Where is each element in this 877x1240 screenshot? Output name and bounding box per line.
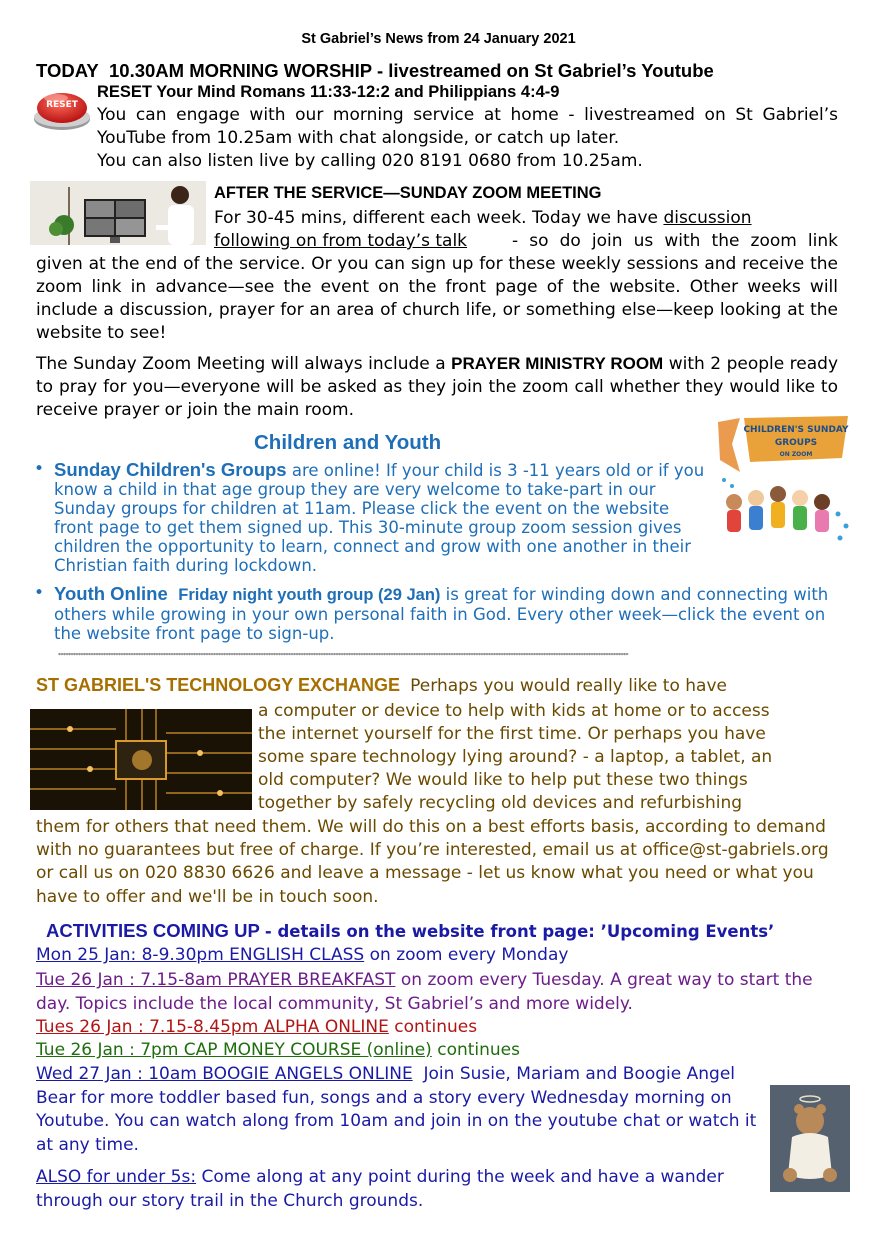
cap-money-text: continues	[437, 1040, 520, 1060]
under-5s-text: Come along at any point during the week and have a wander through our story trail in the Church grounds.	[36, 1167, 724, 1211]
groups-text: are online! If your child is 3 -11 years old or if you know a child in that age group they are very welcome to take-part in our Sunday groups for children at 11am. Please click the event on the website front page to get them signed up. This 30-minute group zoom session gives children the opportunity to learn, connect and grow with one another in their Christian faith during lockdown.	[54, 461, 705, 575]
zoom-intro-text: For 30-45 mins, different each week. Today we have	[214, 208, 659, 228]
zoom-intro	[214, 207, 838, 230]
english-class-date: Mon 25 Jan: 8-9.30pm ENGLISH CLASS	[36, 945, 365, 965]
alpha-online-date: Tues 26 Jan : 7.15-8.45pm ALPHA ONLINE	[36, 1017, 389, 1037]
sunday-childrens-groups-item	[54, 460, 706, 575]
prayer-breakfast-date: Tue 26 Jan : 7.15-8am PRAYER BREAKFAST	[36, 970, 396, 990]
newsletter-title: St Gabriel’s News from 24 January 2021	[301, 31, 576, 47]
youth-title: Youth Online	[54, 583, 168, 604]
activities-heading-row	[46, 920, 774, 942]
cap-money-date: Tue 26 Jan : 7pm CAP MONEY COURSE (online)	[36, 1040, 432, 1060]
children-youth-heading: Children and Youth	[254, 431, 442, 454]
youth-text: is great for winding down and connecting with others while growing in your own personal faith in God. Every other week—click the event on the website front page to sign-up.	[54, 585, 829, 643]
prayer-ministry-room: PRAYER MINISTRY ROOM	[451, 354, 664, 373]
boogie-angels-item	[36, 1063, 758, 1157]
logo-line-2: GROUPS	[774, 438, 818, 448]
prayer-ministry-text	[36, 352, 838, 422]
tech-description: them for others that need them. We will do this on a best efforts basis, according to demand with no guarantees but free of charge. If you’re interested, email us at office@st-gabriels.org or call us on 020 8830 6626 and leave a message - let us know what you need or what you have to offer and we'll be in touch soon.	[36, 817, 829, 907]
service-description: You can engage with our morning service at home - livestreamed on St Gabriel’s YouTube from 10.25am with chat alongside, or catch up later.	[97, 105, 838, 148]
phone-info: You can also listen live by calling 020 8191 0680 from 10.25am.	[97, 151, 643, 171]
circuit-board-photo	[30, 709, 252, 810]
under-5s-item	[36, 1166, 776, 1213]
alpha-online-item	[36, 1017, 477, 1037]
tech-line-2: the internet yourself for the first time. Or perhaps you have	[258, 724, 766, 744]
zoom-meeting-title: AFTER THE SERVICE—SUNDAY ZOOM MEETING	[214, 184, 602, 202]
cap-money-item	[36, 1040, 520, 1060]
activities-subtitle: - details on the website front page: ’Upcoming Events’	[264, 922, 775, 941]
tech-exchange-first-line	[36, 675, 727, 696]
youth-bold: Friday night youth group (29 Jan)	[178, 586, 441, 604]
english-class-text: on zoom every Monday	[369, 945, 569, 965]
service-headline: 10.30AM MORNING WORSHIP - livestreamed on St Gabriel’s Youtube	[109, 60, 714, 81]
discussion-link: discussion	[663, 208, 752, 228]
boogie-angels-date: Wed 27 Jan : 10am BOOGIE ANGELS ONLINE	[36, 1064, 413, 1084]
reset-button-text: RESET	[46, 100, 78, 110]
zoom-description: - so do join us with the zoom link given at the end of the service. Or you can sign up for these weekly sessions and receive the zoom link in advance—see the event on the front page of the website. Other weeks will include a discussion, prayer for an area of church life, or something else—keep looking at the website to see!	[36, 231, 838, 343]
prayer-rest: with 2 people ready to pray for you—everyone will be asked as they join the zoom call whether they would like to receive prayer or join the main room.	[36, 354, 839, 420]
teddy-bear-photo	[770, 1085, 850, 1192]
service-theme: RESET Your Mind Romans 11:33-12:2 and Philippians 4:4-9	[97, 83, 560, 101]
talk-link: following on from today’s talk	[214, 231, 468, 251]
prayer-breakfast-item	[36, 968, 836, 1016]
today-headline-row	[36, 60, 714, 82]
tech-line-1: a computer or device to help with kids at home or to access	[258, 701, 770, 721]
logo-line-3: ON ZOOM	[779, 451, 813, 458]
childrens-sunday-groups-logo	[710, 414, 852, 552]
today-label: TODAY	[36, 60, 99, 81]
youth-online-item	[54, 584, 832, 643]
bullet-dot: •	[34, 583, 45, 603]
prayer-intro: The Sunday Zoom Meeting will always include a	[36, 354, 446, 374]
separator-line: ************************************************************************************************************************************************************************************************************************************	[58, 653, 628, 659]
tech-line-4: old computer? We would like to help put these two things	[258, 770, 748, 790]
alpha-online-text: continues	[394, 1017, 478, 1037]
logo-line-1: CHILDREN'S SUNDAY	[743, 425, 849, 435]
tech-line-3: some spare technology lying around? - a laptop, a tablet, an	[258, 747, 773, 767]
activities-title: ACTIVITIES COMING UP	[46, 920, 260, 941]
reset-button-image	[32, 86, 92, 132]
english-class-item	[36, 945, 568, 965]
tech-line-5: together by safely recycling old devices and refurbishing	[258, 793, 743, 813]
tech-line-0: Perhaps you would really like to have	[410, 676, 727, 696]
tech-exchange-title: ST GABRIEL'S TECHNOLOGY EXCHANGE	[36, 675, 400, 695]
bullet-dot: •	[34, 459, 45, 479]
under-5s-label: ALSO for under 5s:	[36, 1167, 197, 1187]
groups-title: Sunday Children's Groups	[54, 459, 287, 480]
boogie-angels-text: Join Susie, Mariam and Boogie Angel Bear for more toddler based fun, songs and a story every Wednesday morning on Youtube. You can watch along from 10am and join in on the youtube chat or watch it at any time.	[36, 1064, 757, 1155]
prayer-breakfast-text: on zoom every Tuesday. A great way to start the day. Topics include the local community, St Gabriel’s and more widely.	[36, 970, 813, 1014]
